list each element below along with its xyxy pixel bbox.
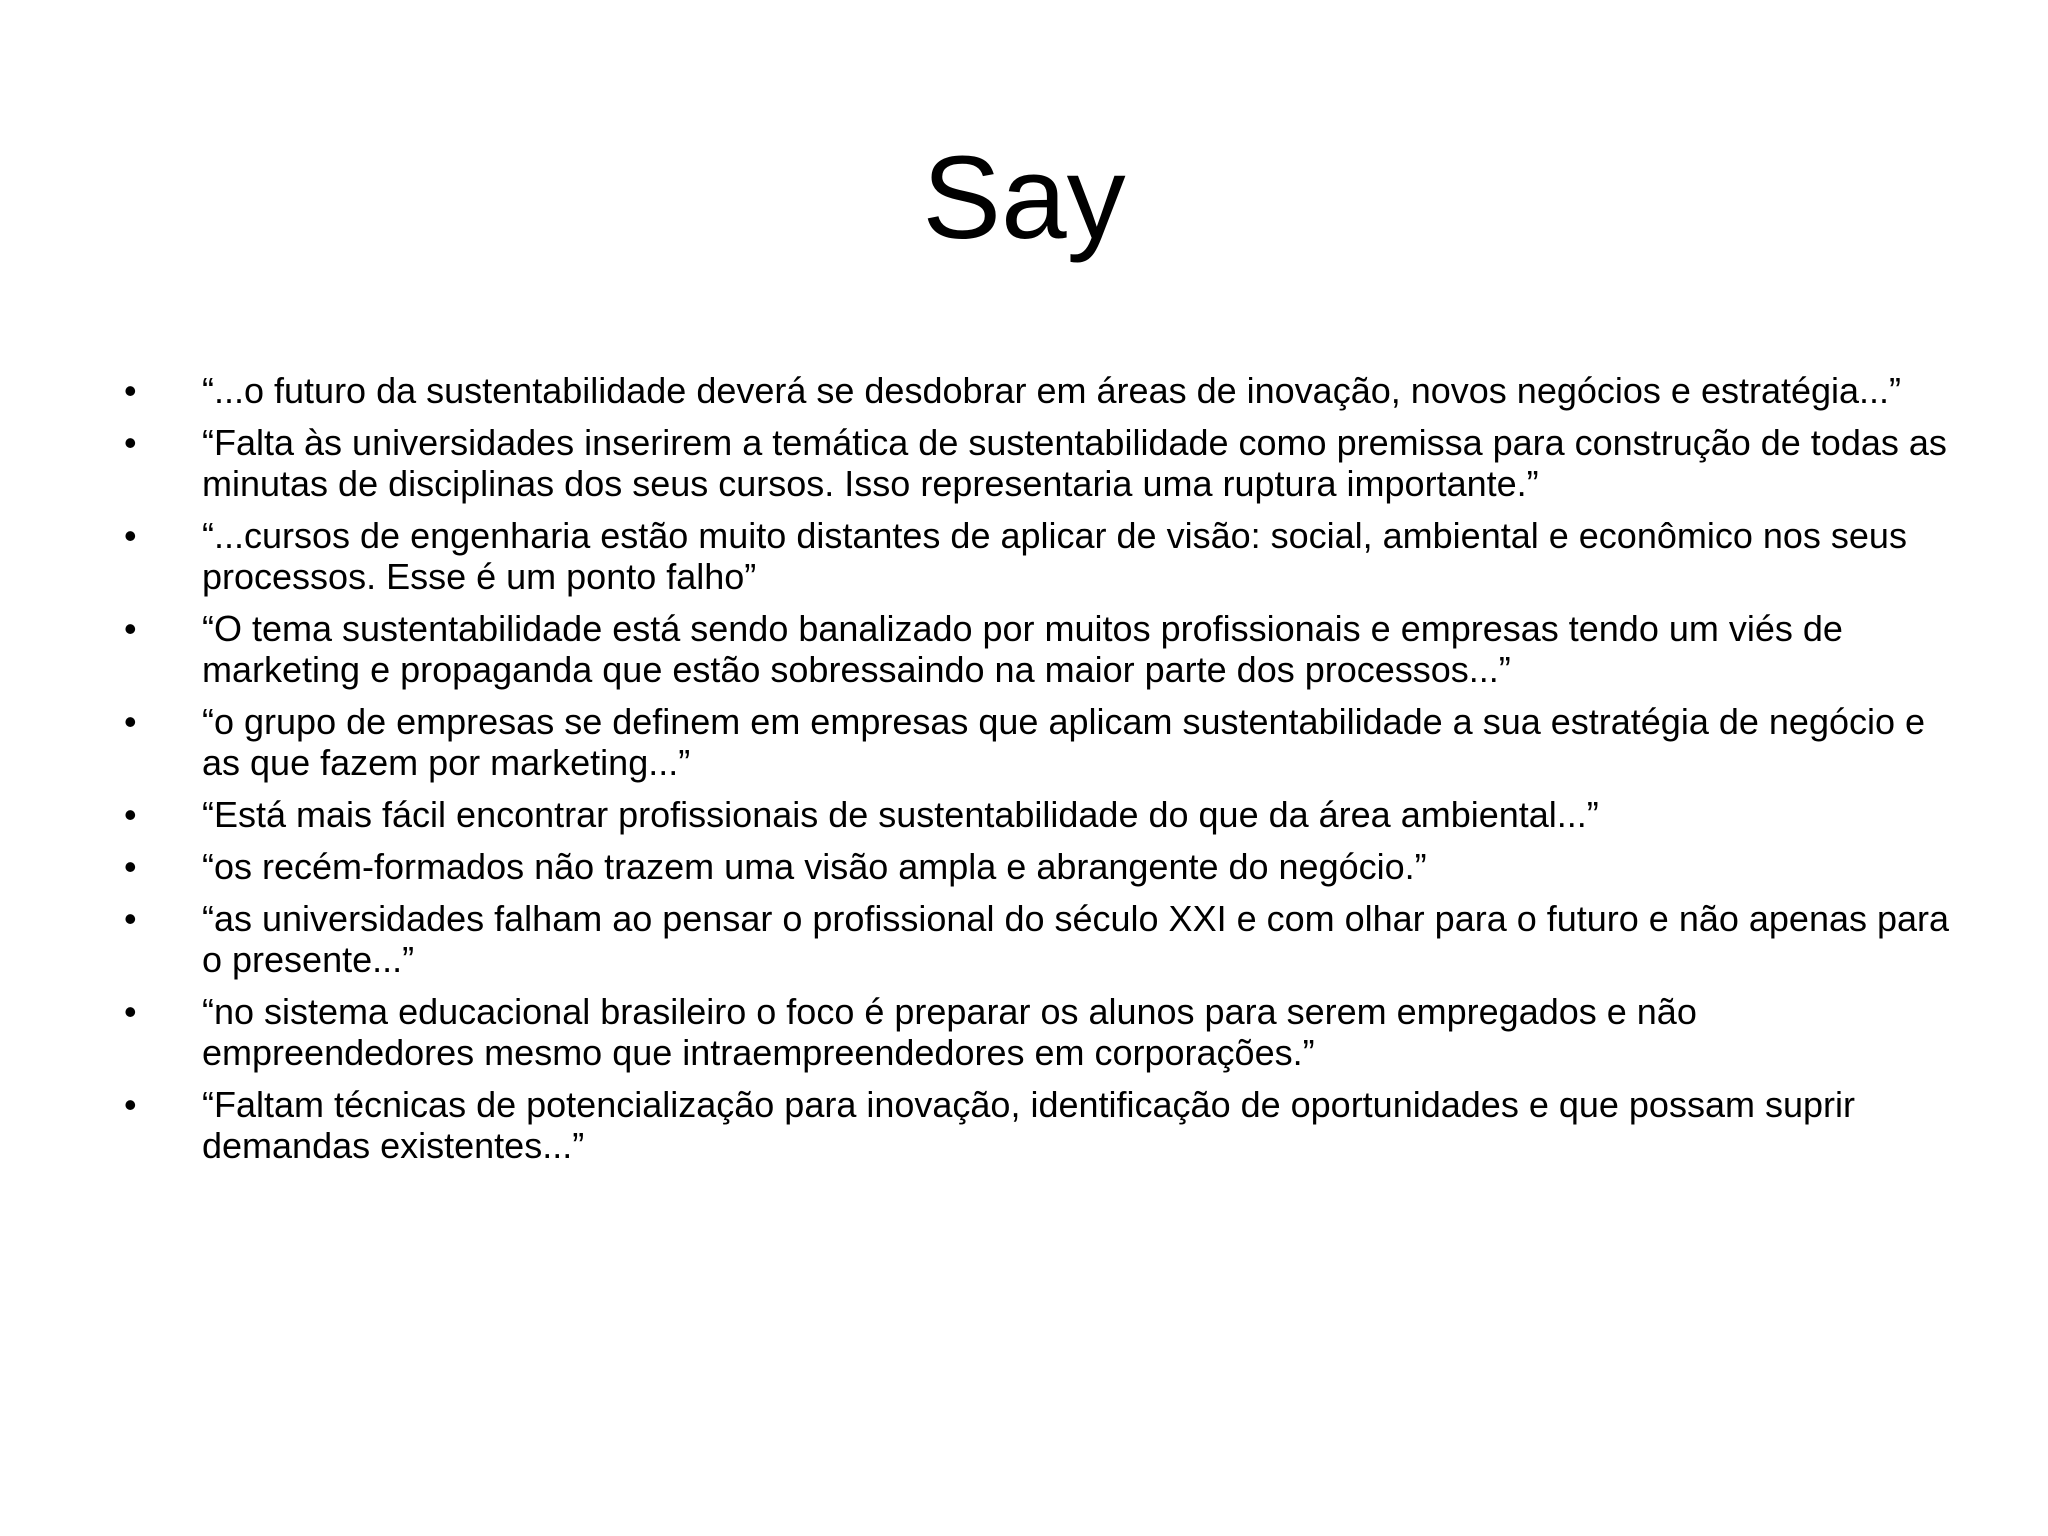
- slide-title: Say: [922, 132, 1126, 264]
- list-item: [124, 422, 1964, 504]
- bullet-icon: •: [124, 515, 137, 556]
- bullet-icon: •: [124, 422, 137, 463]
- bullet-icon: •: [124, 701, 137, 742]
- quote-text: “o grupo de empresas se definem em empresas que aplicam sustentabilidade a sua estratégia de negócio e as que fazem por marketing...”: [202, 701, 1926, 783]
- quote-text: “...o futuro da sustentabilidade deverá se desdobrar em áreas de inovação, novos negócios e estratégia...”: [202, 370, 1902, 411]
- quote-text: “no sistema educacional brasileiro o foco é preparar os alunos para serem empregados e não empreendedores mesmo que intraempreendedores em corporações.”: [202, 991, 1697, 1073]
- quote-list: [124, 370, 1964, 1177]
- list-item: [124, 515, 1964, 597]
- list-item: [124, 898, 1964, 980]
- bullet-icon: •: [124, 991, 137, 1032]
- quote-text: “Falta às universidades inserirem a temática de sustentabilidade como premissa para construção de todas as minutas de disciplinas dos seus cursos. Isso representaria uma ruptura importante.”: [202, 422, 1947, 504]
- list-item: [124, 991, 1964, 1073]
- bullet-icon: •: [124, 898, 137, 939]
- bullet-icon: •: [124, 1084, 137, 1125]
- quote-text: “O tema sustentabilidade está sendo banalizado por muitos profissionais e empresas tendo um viés de marketing e propaganda que estão sobressaindo na maior parte dos processos...”: [202, 608, 1843, 690]
- bullet-icon: •: [124, 370, 137, 411]
- quote-text: “Está mais fácil encontrar profissionais de sustentabilidade do que da área ambiental...”: [202, 794, 1599, 835]
- list-item: [124, 1084, 1964, 1166]
- bullet-icon: •: [124, 794, 137, 835]
- quote-text: “...cursos de engenharia estão muito distantes de aplicar de visão: social, ambiental e econômico nos seus processos. Esse é um ponto falho”: [202, 515, 1907, 597]
- quote-text: “os recém-formados não trazem uma visão ampla e abrangente do negócio.”: [202, 846, 1427, 887]
- list-item: [124, 608, 1964, 690]
- bullet-icon: •: [124, 846, 137, 887]
- bullet-icon: •: [124, 608, 137, 649]
- quote-text: “Faltam técnicas de potencialização para inovação, identificação de oportunidades e que possam suprir demandas existentes...”: [202, 1084, 1855, 1166]
- list-item: [124, 846, 1964, 887]
- quote-text: “as universidades falham ao pensar o profissional do século XXI e com olhar para o futuro e não apenas para o presente...”: [202, 898, 1950, 980]
- list-item: [124, 701, 1964, 783]
- list-item: [124, 794, 1964, 835]
- list-item: [124, 370, 1964, 411]
